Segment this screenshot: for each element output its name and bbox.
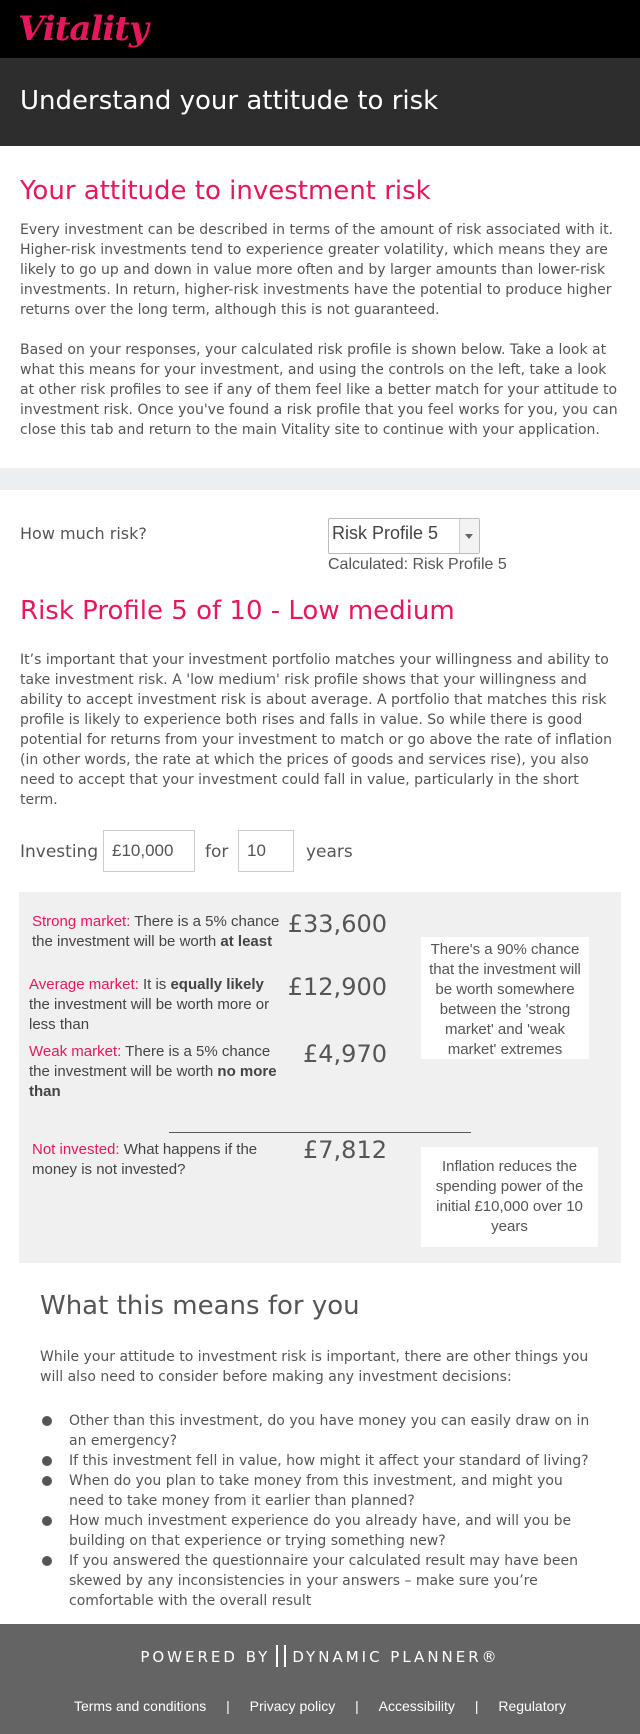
link-separator: | — [474, 1698, 479, 1714]
profile-description: It’s important that your investment portfolio matches your willingness and ability to take investment risk. A 'low medium' risk profile shows that your willingness and ability to accept investment risk is about average. A portfolio that matches this risk profile is likely to experience both rises and falls in value. So while there is good potential for returns from your investment to match or go above the rate of inflation (in other words, the rate at which the prices of goods and services rise), you also need to accept that your investment could fall in value, particularly in the short term. — [20, 652, 612, 808]
results-divider — [169, 1132, 471, 1133]
weak-market-amount: £4,970 — [303, 1040, 387, 1068]
investing-row — [20, 810, 620, 880]
section-divider-band — [0, 468, 640, 490]
average-market-label: Average market: — [29, 976, 139, 993]
risk-profile-selected-value: Risk Profile 5 — [332, 523, 439, 543]
weak-market-label: Weak market: — [29, 1043, 122, 1060]
accessibility-link[interactable]: Accessibility — [378, 1698, 455, 1714]
bullet-icon — [42, 1416, 52, 1426]
intro-paragraph-2: Based on your responses, your calculated risk profile is shown below. Take a look at what this means for your investment, and using the controls on the left, take a look at other risk profiles to see if any of them feel like a better match for your attitude to investment risk. Once you've found a risk profile that you feel works for you, you can close this tab and return to the main Vitality site to continue with your application. — [20, 342, 618, 438]
privacy-link[interactable]: Privacy policy — [249, 1698, 336, 1714]
results-panel — [19, 892, 621, 1263]
range-note-box: There's a 90% chance that the investment will be worth somewhere between the 'strong market' and 'weak market' extremes — [421, 937, 589, 1059]
footer-links — [0, 1698, 640, 1714]
strong-market-text: Strong market: There is a 5% chance the investment will be worth at least — [32, 913, 280, 950]
footer — [0, 1624, 640, 1734]
top-bar — [0, 0, 640, 58]
powered-by-logo: POWERED BY DYNAMIC PLANNER® — [0, 1645, 640, 1667]
strong-market-label: Strong market: — [32, 913, 131, 930]
inflation-note-box: Inflation reduces the spending power of the initial £10,000 over 10 years — [421, 1147, 598, 1247]
weak-market-text: Weak market: There is a 5% chance the investment will be worth no more than — [29, 1043, 277, 1100]
dynamic-planner-mark-icon — [276, 1645, 286, 1667]
profile-section — [0, 572, 640, 880]
page-title: Understand your attitude to risk — [20, 86, 439, 116]
not-invested-label: Not invested: — [32, 1141, 120, 1158]
bullet-icon — [42, 1476, 52, 1486]
list-item: When do you plan to take money from this investment, and might you need to take money from it earlier than planned? — [40, 1471, 600, 1511]
means-intro: While your attitude to investment risk is important, there are other things you will also need to consider before making any investment decisions: — [40, 1349, 589, 1385]
bullet-icon — [42, 1456, 52, 1466]
years-label: years — [306, 842, 353, 862]
chevron-down-icon — [465, 534, 473, 539]
intro-heading: Your attitude to investment risk — [20, 176, 431, 206]
link-separator: | — [355, 1698, 359, 1714]
select-arrow-box[interactable] — [459, 519, 479, 553]
investment-amount-input[interactable]: £10,000 — [103, 830, 195, 872]
investment-years-input[interactable]: 10 — [238, 830, 294, 872]
risk-label: How much risk? — [20, 524, 147, 543]
terms-link[interactable]: Terms and conditions — [73, 1698, 207, 1714]
bullet-icon — [42, 1516, 52, 1526]
for-label: for — [205, 842, 229, 862]
risk-selector-row — [0, 490, 640, 572]
average-market-text: Average market: It is equally likely the investment will be worth more or less than — [29, 976, 270, 1033]
vitality-logo[interactable]: Vitality — [18, 9, 148, 49]
considerations-list — [40, 1411, 600, 1611]
strong-market-amount: £33,600 — [287, 910, 387, 938]
list-item: How much investment experience do you already have, and will you be building on that experience or trying something new? — [40, 1511, 600, 1551]
intro-section — [0, 146, 640, 468]
not-invested-text: Not invested: What happens if the money is not invested? — [32, 1141, 258, 1178]
means-heading: What this means for you — [40, 1291, 360, 1321]
profile-heading: Risk Profile 5 of 10 - Low medium — [20, 596, 455, 626]
risk-profile-select[interactable] — [328, 518, 480, 554]
bullet-icon — [42, 1556, 52, 1566]
what-this-means-section — [0, 1263, 640, 1611]
not-invested-amount: £7,812 — [303, 1136, 387, 1164]
regulatory-link[interactable]: Regulatory — [498, 1698, 567, 1714]
title-bar — [0, 58, 640, 146]
link-separator: | — [226, 1698, 230, 1714]
investing-label: Investing — [20, 842, 99, 862]
list-item: Other than this investment, do you have money you can easily draw on in an emergency? — [40, 1411, 600, 1451]
average-market-amount: £12,900 — [287, 973, 387, 1001]
intro-paragraph-1: Every investment can be described in terms of the amount of risk associated with it. Higher-risk investments tend to experience greater volatility, which means they are likely to go up and down in value more often and by larger amounts than lower-risk investments. In return, higher-risk investments have the potential to produce higher returns over the long term, although this is not guaranteed. — [20, 222, 614, 318]
list-item: If you answered the questionnaire your calculated result may have been skewed by any inconsistencies in your answers – make sure you’re comfortable with the overall result — [40, 1551, 600, 1611]
list-item: If this investment fell in value, how might it affect your standard of living? — [40, 1451, 600, 1471]
calculated-profile-text: Calculated: Risk Profile 5 — [328, 556, 507, 573]
